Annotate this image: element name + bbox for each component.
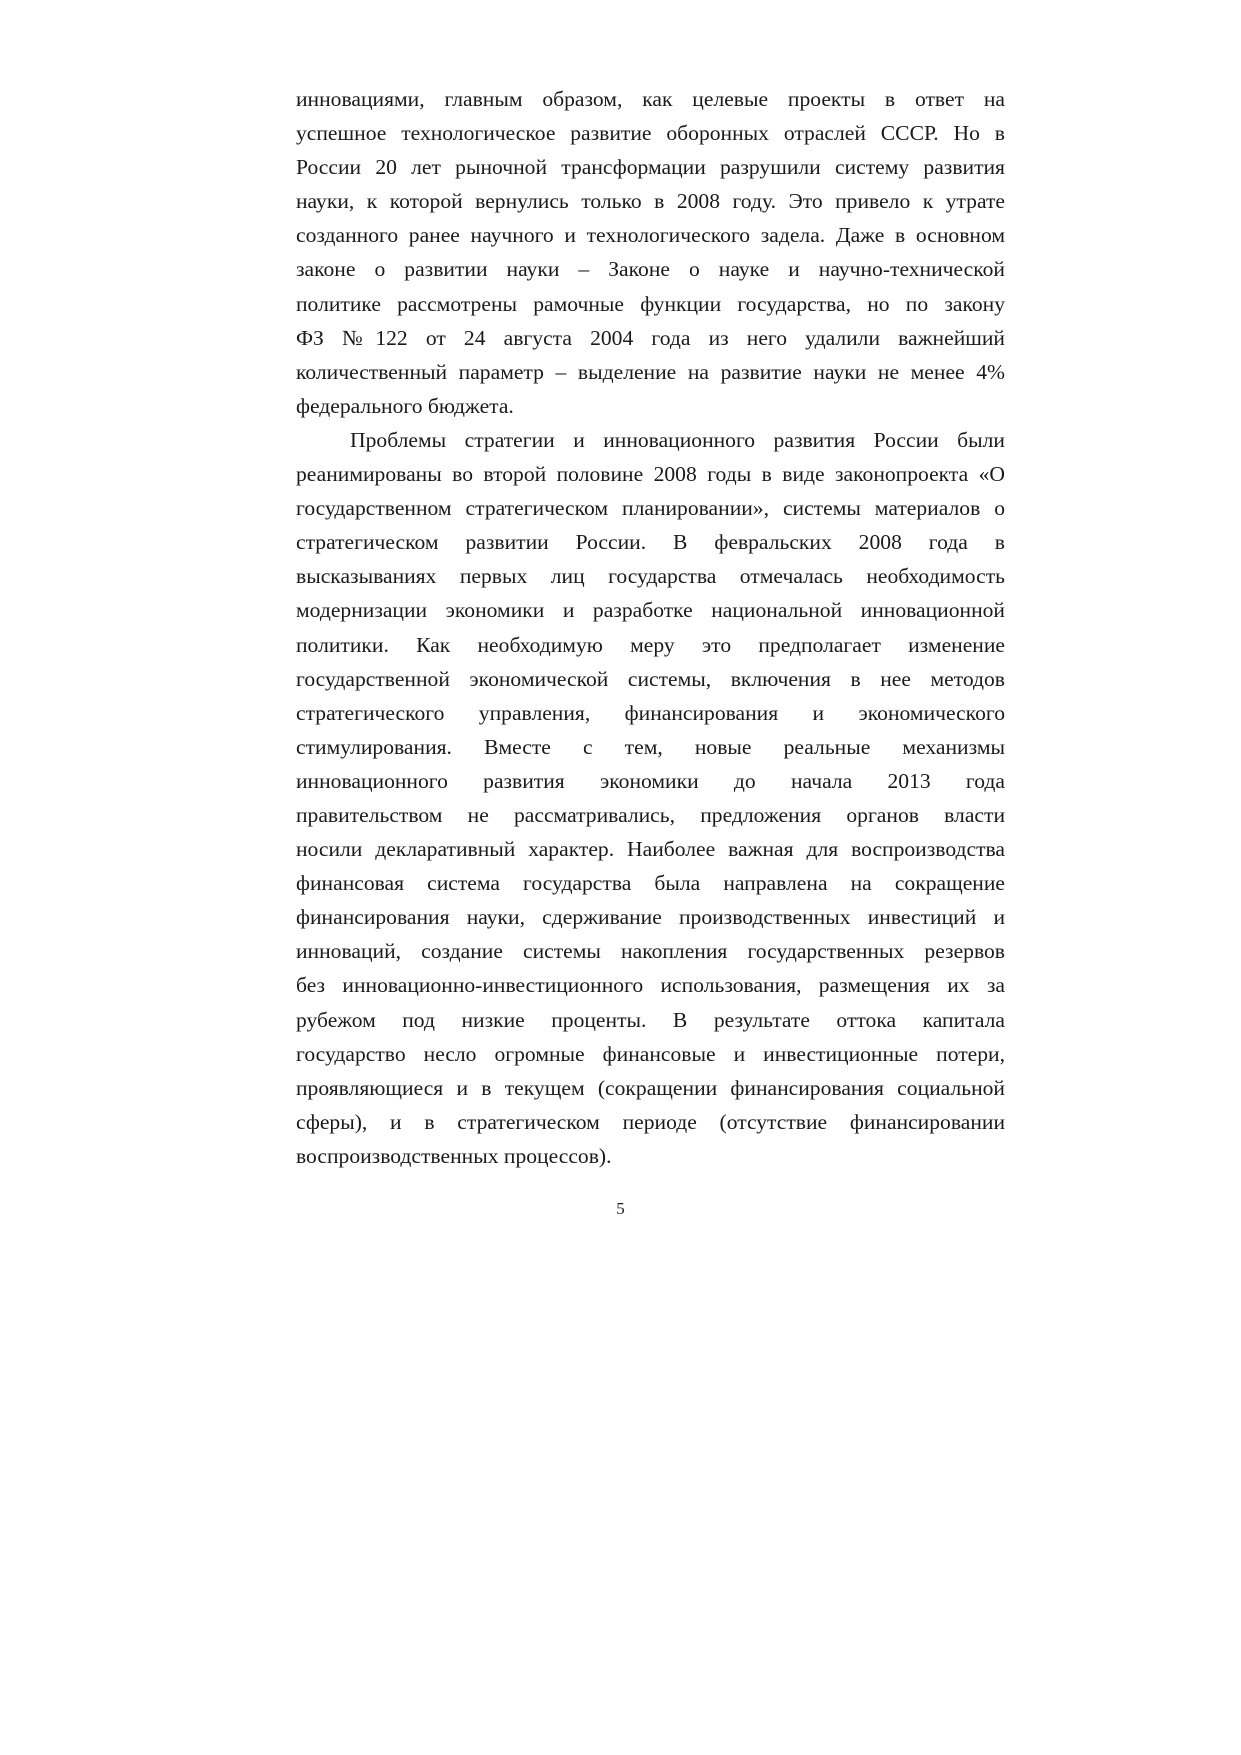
text-line: модернизации экономики и разработке национальной инновационной xyxy=(296,598,1005,623)
text-line: финансовая система государства была направлена на сокращение xyxy=(296,871,1005,896)
text-line: инновационного развития экономики до начала 2013 года xyxy=(296,768,1005,793)
text-line: стратегическом развитии России. В февральских 2008 года в xyxy=(296,530,1005,555)
text-line: стимулирования. Вместе с тем, новые реальные механизмы xyxy=(296,734,1005,759)
text-line: России 20 лет рыночной трансформации разрушили систему развития xyxy=(296,155,1005,180)
text-line: реанимированы во второй половине 2008 годы в виде законопроекта «О xyxy=(296,462,1005,487)
text-line: проявляющиеся и в текущем (сокращении финансирования социальной xyxy=(296,1075,1005,1100)
text-line: инновациями, главным образом, как целевые проекты в ответ на xyxy=(296,87,1005,111)
text-line: политике рассмотрены рамочные функции государства, но по закону xyxy=(296,291,1005,316)
text-line: носили декларативный характер. Наиболее важная для воспроизводства xyxy=(296,837,1005,862)
text-line: высказываниях первых лиц государства отмечалась необходимость xyxy=(296,564,1005,589)
text-line: стратегического управления, финансирования и экономического xyxy=(296,700,1005,725)
paragraph-2 xyxy=(296,423,1005,1173)
text-line: воспроизводственных процессов). xyxy=(296,1143,612,1168)
body-text xyxy=(296,82,1005,1173)
text-line: государственном стратегическом планировании», системы материалов о xyxy=(296,496,1005,521)
text-line: федерального бюджета. xyxy=(296,393,514,418)
page-number: 5 xyxy=(616,1199,625,1218)
text-line: законе о развитии науки – Законе о науке и научно-технической xyxy=(296,257,1005,282)
text-line: без инновационно-инвестиционного использования, размещения их за xyxy=(296,973,1005,998)
text-line: науки, к которой вернулись только в 2008 году. Это привело к утрате xyxy=(296,189,1005,214)
text-line: инноваций, создание системы накопления государственных резервов xyxy=(296,939,1005,964)
text-line: финансирования науки, сдерживание производственных инвестиций и xyxy=(296,905,1005,930)
text-line: политики. Как необходимую меру это предполагает изменение xyxy=(296,632,1005,657)
text-line: Проблемы стратегии и инновационного развития России были xyxy=(350,427,1005,452)
text-line: государственной экономической системы, включения в нее методов xyxy=(296,666,1005,691)
text-line: созданного ранее научного и технологического задела. Даже в основном xyxy=(296,223,1005,248)
text-line: рубежом под низкие проценты. В результате оттока капитала xyxy=(296,1007,1005,1032)
text-line: сферы), и в стратегическом периоде (отсутствие финансировании xyxy=(296,1109,1005,1134)
text-line: государство несло огромные финансовые и инвестиционные потери, xyxy=(296,1041,1005,1066)
text-line: правительством не рассматривались, предложения органов власти xyxy=(296,802,1005,827)
paragraph-1 xyxy=(296,82,1005,423)
text-line: успешное технологическое развитие оборонных отраслей СССР. Но в xyxy=(296,121,1005,146)
text-line: количественный параметр – выделение на развитие науки не менее 4% xyxy=(296,359,1005,384)
text-line: ФЗ №122 от 24 августа 2004 года из него удалили важнейший xyxy=(296,325,1005,350)
